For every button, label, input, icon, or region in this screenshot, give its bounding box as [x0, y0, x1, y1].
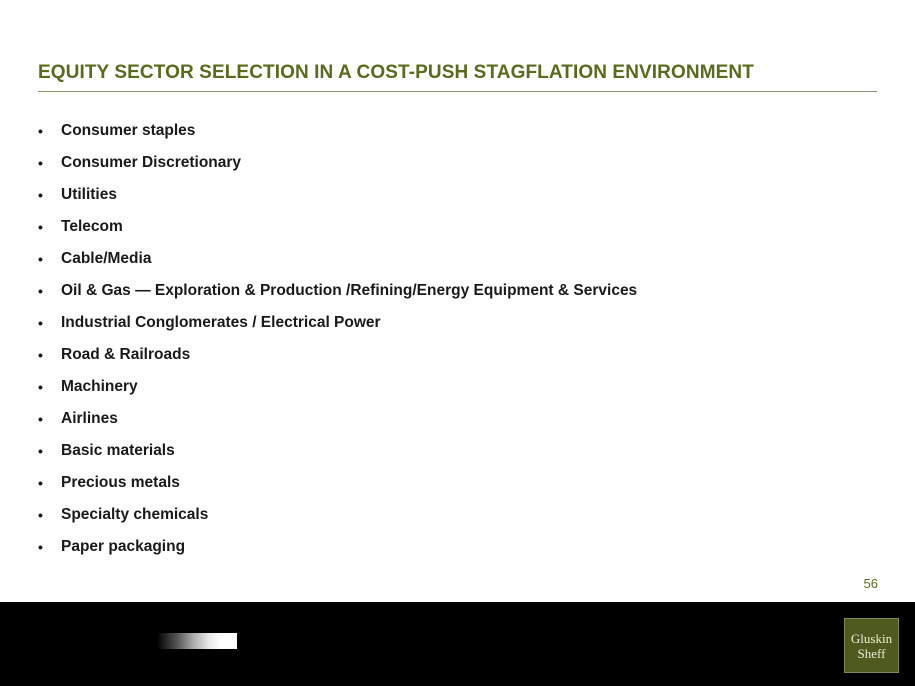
- list-item: [38, 312, 637, 344]
- bullet-icon: •: [38, 443, 43, 459]
- slide-title: EQUITY SECTOR SELECTION IN A COST-PUSH STAGFLATION ENVIRONMENT: [38, 62, 754, 83]
- logo-text-line1: Gluskin: [850, 630, 893, 646]
- company-logo: [844, 618, 899, 673]
- list-item-label: Specialty chemicals: [61, 506, 209, 523]
- list-item: [38, 440, 637, 472]
- list-item: [38, 408, 637, 440]
- list-item-label: Consumer staples: [61, 122, 196, 139]
- title-divider: [38, 91, 877, 92]
- list-item: [38, 184, 637, 216]
- list-item-label: Oil & Gas — Exploration & Production /Refining/Energy Equipment & Services: [61, 282, 638, 299]
- list-item: [38, 280, 637, 312]
- list-item-label: Airlines: [61, 410, 118, 427]
- bullet-icon: •: [38, 219, 43, 235]
- list-item-label: Basic materials: [61, 442, 175, 459]
- bullet-icon: •: [38, 315, 43, 331]
- bullet-icon: •: [38, 347, 43, 363]
- bullet-icon: •: [38, 411, 43, 427]
- bullet-icon: •: [38, 155, 43, 171]
- bullet-icon: •: [38, 123, 43, 139]
- bullet-icon: •: [38, 283, 43, 299]
- bullet-icon: •: [38, 475, 43, 491]
- list-item: [38, 152, 637, 184]
- list-item: [38, 504, 637, 536]
- bullet-icon: •: [38, 187, 43, 203]
- page-number: 56: [863, 576, 878, 591]
- list-item: [38, 536, 637, 568]
- list-item-label: Precious metals: [61, 474, 180, 491]
- list-item-label: Paper packaging: [61, 538, 186, 555]
- list-item: [38, 120, 637, 152]
- bullet-icon: •: [38, 379, 43, 395]
- list-item: [38, 472, 637, 504]
- logo-text-line2: Sheff: [857, 645, 886, 661]
- list-item-label: Road & Railroads: [61, 346, 191, 363]
- list-item-label: Utilities: [61, 186, 117, 203]
- list-item: [38, 248, 637, 280]
- list-item: [38, 344, 637, 376]
- gradient-decoration: [157, 633, 237, 649]
- list-item-label: Telecom: [61, 218, 123, 235]
- footer-bar: [0, 602, 915, 686]
- sector-list: [38, 120, 637, 568]
- list-item: [38, 216, 637, 248]
- bullet-icon: •: [38, 539, 43, 555]
- list-item: [38, 376, 637, 408]
- bullet-icon: •: [38, 507, 43, 523]
- list-item-label: Machinery: [61, 378, 138, 395]
- list-item-label: Industrial Conglomerates / Electrical Power: [61, 314, 381, 331]
- list-item-label: Consumer Discretionary: [61, 154, 242, 171]
- list-item-label: Cable/Media: [61, 250, 152, 267]
- bullet-icon: •: [38, 251, 43, 267]
